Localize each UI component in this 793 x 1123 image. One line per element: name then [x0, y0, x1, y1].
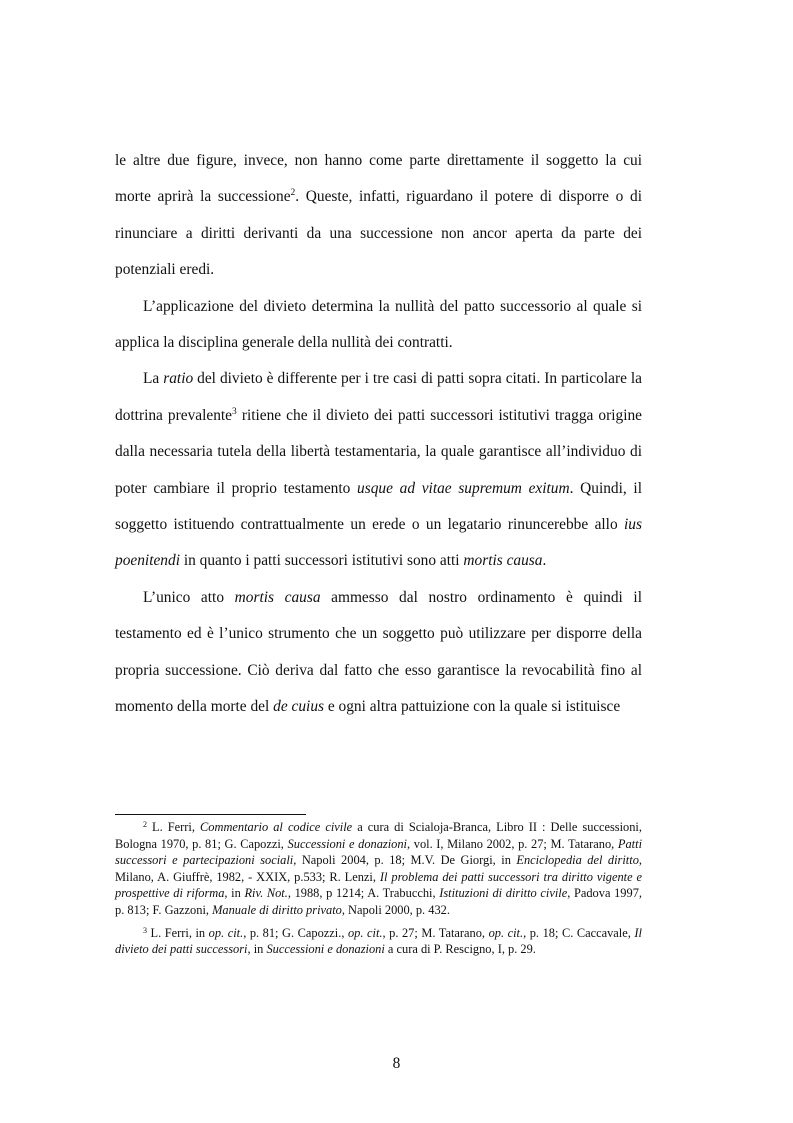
text-run: a cura di P. Rescigno, I, p. 29. [384, 942, 536, 957]
italic-text: ius poenitendi [115, 516, 642, 570]
footnote [115, 925, 642, 958]
italic-text: Il problema dei patti successori tra diritto vigente e prospettive di riforma [115, 869, 643, 901]
paragraph [115, 580, 642, 726]
text-run: . Quindi, il soggetto istituendo contrattualmente un erede o un legatario rinuncerebbe allo [115, 479, 642, 534]
page-number: 8 [392, 1055, 401, 1072]
text-run: , p. 18; C. Caccavale, [523, 925, 635, 940]
paragraph [115, 289, 642, 362]
text-run: , p. 27; M. Tatarano, [382, 925, 489, 940]
italic-text: Il divieto dei patti successori [115, 925, 642, 957]
text-run: a cura di Scialoja-Branca, Libro II : Delle successioni, Bologna 1970, p. 81; G. Capozzi, [115, 820, 642, 851]
footnote [115, 819, 642, 919]
text-run: ritiene che il divieto dei patti successori istitutivi tragga origine dalla necessaria tutela della libertà testamentaria, la quale garantisce all’individuo di poter cambiare il proprio testamento [115, 406, 642, 497]
text-run: , Padova 1997, p. 813; F. Gazzoni, [115, 886, 642, 917]
italic-text: Enciclopedia del diritto [516, 853, 639, 868]
body-text [115, 143, 642, 726]
footnotes [115, 819, 642, 964]
text-run: e ogni altra pattuizione con la quale si istituisce [324, 698, 621, 716]
italic-text: ratio [163, 370, 194, 388]
text-run: , in [224, 886, 245, 901]
italic-text: usque ad vitae supremum exitum [357, 479, 570, 497]
text-run: . [542, 552, 547, 570]
italic-text: Riv. Not. [244, 886, 288, 901]
italic-text: Manuale di diritto privato [212, 902, 342, 917]
italic-text: op. cit. [347, 925, 383, 940]
italic-text: Commentario al codice civile [200, 820, 353, 834]
italic-text: mortis causa [463, 552, 543, 570]
text-run: ammesso dal nostro ordinamento è quindi il testamento ed è l’unico strumento che un soggetto può utilizzare per disporre della propria successione. Ciò deriva dal fatto che esso garantisce la revocabilità fino al momento della morte del [115, 588, 642, 716]
footnote-separator [115, 814, 306, 815]
text-run: , p. 81; G. Capozzi., [243, 925, 348, 940]
text-run: , Napoli 2000, p. 432. [341, 902, 450, 917]
text-run: del divieto è differente per i tre casi di patti sopra citati. In particolare la dottrina prevalente [115, 370, 642, 424]
italic-text: de cuius [273, 698, 325, 716]
italic-text: Successioni e donazioni [287, 836, 408, 851]
text-run: , vol. I, Milano 2002, p. 27; M. Tatarano, [407, 836, 618, 851]
text-run: L’applicazione del divieto determina la nullità del patto successorio al quale si applica la disciplina generale della nullità dei contratti. [115, 297, 642, 352]
footnote-ref: 3 [232, 406, 237, 417]
paragraph [115, 143, 642, 289]
text-run: L. Ferri, [147, 820, 201, 834]
italic-text: Patti successori e partecipazioni sociali [115, 836, 643, 868]
text-run: L’unico atto [143, 588, 235, 606]
text-run: , Milano, A. Giuffrè, 1982, - XXIX, p.533; R. Lenzi, [115, 853, 642, 884]
italic-text: Istituzioni di diritto civile [439, 886, 568, 901]
text-run: , 1988, p 1214; A. Trabucchi, [287, 886, 440, 901]
text-run: , Napoli 2004, p. 18; M.V. De Giorgi, in [293, 853, 517, 868]
italic-text: Successioni e donazioni [266, 942, 385, 957]
italic-text: mortis causa [234, 588, 321, 606]
footnote-ref: 2 [143, 820, 147, 829]
text-run: , in [247, 942, 267, 957]
text-run: La [143, 370, 164, 388]
text-run: in quanto i patti successori istitutivi sono atti [179, 552, 464, 570]
text-run: L. Ferri, in [147, 925, 209, 940]
italic-text: op. cit. [208, 925, 244, 940]
paragraph [115, 361, 642, 579]
italic-text: op. cit. [488, 925, 524, 940]
footnote-ref: 2 [290, 188, 296, 199]
text-run: le altre due figure, invece, non hanno come parte direttamente il soggetto la cui morte aprirà la successione [115, 152, 642, 206]
footnote-ref: 3 [143, 925, 147, 935]
text-run: . Queste, infatti, riguardano il potere di disporre o di rinunciare a diritti derivanti da una successione non ancor aperta da parte dei potenziali eredi. [115, 188, 642, 279]
